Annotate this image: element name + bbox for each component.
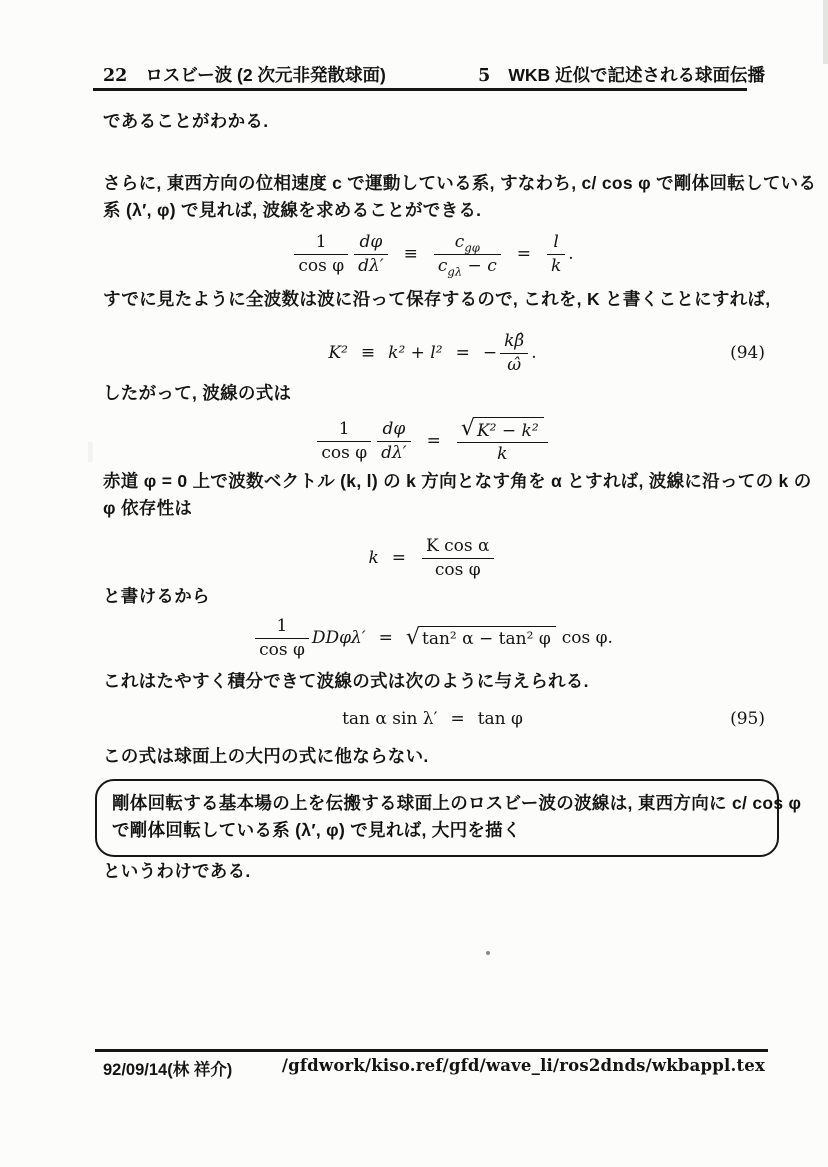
paragraph-5-line-2: φ 依存性は	[103, 498, 193, 518]
paragraph-8: この式は球面上の大円の式に他ならない.	[103, 746, 429, 766]
scan-dot-artifact	[486, 951, 490, 955]
square-root	[406, 626, 556, 649]
fraction-one-over-cos: $\frac{1}{\text{cos φ}}$	[255, 615, 309, 660]
section-title: WKB 近似で記述される球面伝播	[508, 65, 765, 85]
paragraph-7: これはたやすく積分できて波線の式は次のように与えられる.	[103, 671, 589, 691]
running-header	[103, 62, 765, 87]
paragraph-9: というわけである.	[103, 861, 251, 881]
equals-sign: =	[391, 548, 407, 568]
paragraph-2-line-1: さらに, 東西方向の位相速度 c で運動している系, すなわち, c/ cos φ で剛体回転している	[103, 173, 817, 193]
cos-phi-tail: cos φ.	[561, 628, 613, 648]
minus-sign: −	[482, 343, 498, 363]
paragraph-2-line-2: 系 (λ′, φ) で見れば, 波線を求めることができる.	[103, 200, 482, 220]
paragraph-4: したがって, 波線の式は	[103, 383, 292, 403]
equals-sign: =	[450, 709, 465, 729]
header-rule	[93, 88, 747, 91]
radical-sign: √	[405, 624, 421, 651]
statement-box	[95, 779, 802, 857]
period: .	[568, 244, 574, 264]
footer-file-path: /gfdwork/kiso.ref/gfd/wave_li/ros2dnds/wkbappl.tex	[281, 1056, 765, 1075]
equals-sign: =	[426, 431, 441, 451]
equation-94	[100, 328, 765, 378]
period: .	[531, 343, 537, 363]
fraction-kbeta-omega: $\frac{k\betâ}{\omegâ}$	[500, 330, 528, 375]
fraction-kcos-alpha: $\frac{\text{K cos α}}{\text{cos φ}}$	[422, 535, 493, 580]
header-right	[478, 62, 765, 87]
k-variable: k	[368, 548, 379, 568]
equiv-sign: ≡	[360, 343, 376, 363]
fraction-dphi-dlambda: $\frac{d\varphi}{d\lambda'}$	[377, 418, 411, 463]
header-left	[103, 62, 386, 87]
equals-sign: =	[455, 343, 470, 363]
cg-phi-sub: gφ	[464, 240, 480, 255]
fraction-sqrt-over-k: √ K² − k² k	[457, 417, 548, 465]
page-number: 22	[103, 66, 128, 86]
statement-line-1: 剛体回転する基本場の上を伝搬する球面上のロスビー波の波線は, 東西方向に c/ cos φ	[112, 793, 802, 813]
cg-phi-base: c	[454, 232, 465, 253]
chapter-title: ロスビー波 (2 次元非発散球面)	[145, 65, 386, 85]
paragraph-6: と書けるから	[103, 586, 210, 606]
scan-edge-artifact	[823, 0, 828, 64]
radicand: tan² α − tan² φ	[420, 626, 556, 649]
fraction-one-over-cos: $\frac{1}{\text{cos φ}}$	[317, 418, 371, 463]
fraction-one-over-cos: $\frac{1}{\text{cos φ}}$	[294, 231, 348, 276]
minus-c: − c	[462, 255, 497, 276]
square-root	[461, 417, 544, 442]
equation-number-95: (95)	[730, 709, 765, 729]
footer-date-author: 92/09/14(林 祥介)	[103, 1061, 233, 1079]
equation-integrable-form	[100, 612, 765, 664]
equals-sign: =	[516, 244, 531, 264]
statement-line-2: で剛体回転している系 (λ′, φ) で見れば, 大円を描く	[112, 820, 521, 840]
radical-sign: √	[460, 415, 475, 442]
paragraph-1: であることがわかる.	[103, 111, 269, 131]
scan-margin-artifact	[88, 442, 93, 462]
equation-95	[100, 704, 765, 734]
tan-phi: tan φ	[477, 709, 523, 729]
equals-sign: =	[378, 628, 393, 648]
section-number: 5	[478, 66, 491, 86]
cg-lambda-base: c	[437, 255, 448, 276]
fraction-dphi-dlambda: $\frac{d\varphi}{d\lambda'}$	[354, 231, 388, 276]
equation-ray-slope	[100, 226, 765, 282]
equation-number-94: (94)	[730, 343, 765, 363]
equation-k-along-ray	[100, 532, 765, 584]
cg-lambda-sub: gλ	[447, 263, 463, 278]
equiv-sign: ≡	[403, 244, 418, 264]
dd-phi-lambda: DDφλ′	[311, 628, 366, 648]
k2-plus-l2: k² + l²	[388, 343, 443, 363]
fraction-group-velocity	[434, 231, 501, 276]
radicand: K² − k²	[475, 417, 544, 442]
k-total-squared: K²	[328, 343, 348, 363]
paragraph-3: すでに見たように全波数は波に沿って保存するので, これを, K と書くことにすれば,	[103, 289, 771, 309]
footer-rule	[95, 1049, 768, 1052]
tan-alpha-sin-lambda: tan α sin λ′	[342, 709, 438, 729]
fraction-l-over-k: $\frac{l}{k}$	[547, 231, 565, 276]
paragraph-5-line-1: 赤道 φ = 0 上で波数ベクトル (k, l) の k 方向となす角を α とすれば, 波線に沿っての k の	[103, 471, 812, 491]
equation-ray-sqrt	[100, 413, 765, 469]
